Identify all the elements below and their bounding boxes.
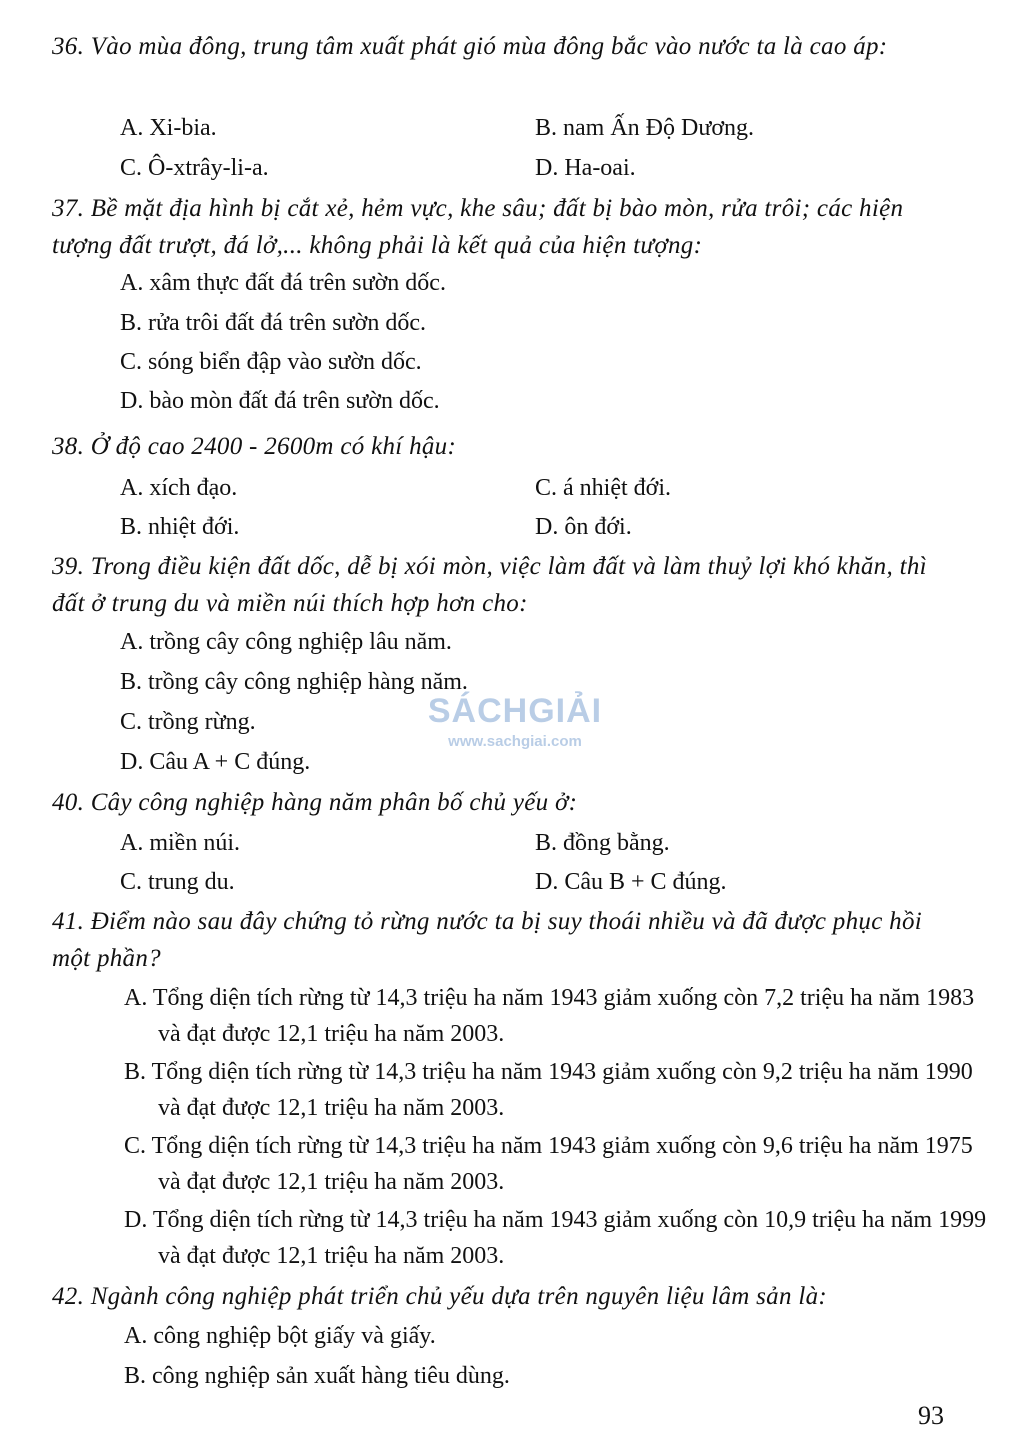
question-42-option-a: A. công nghiệp bột giấy và giấy.	[124, 1323, 436, 1349]
question-37-option-d: D. bào mòn đất đá trên sườn dốc.	[120, 388, 440, 414]
question-36-option-c: C. Ô-xtrây-li-a.	[120, 155, 269, 181]
watermark-logo: SÁCHGIẢI	[427, 692, 603, 730]
question-38-option-d: D. ôn đới.	[535, 514, 632, 540]
question-40-option-c: C. trung du.	[120, 869, 235, 895]
question-40-option-a: A. miền núi.	[120, 830, 240, 856]
question-39-option-a: A. trồng cây công nghiệp lâu năm.	[120, 629, 452, 655]
question-39-option-b: B. trồng cây công nghiệp hàng năm.	[120, 669, 468, 695]
question-36-option-a: A. Xi-bia.	[120, 115, 217, 141]
question-37-prompt: 37. Bề mặt địa hình bị cắt xẻ, hẻm vực, khe sâu; đất bị bào mòn, rửa trôi; các hiện tượng đất trượt, đá lở,... không phải là kết quả của hiện tượng:	[52, 195, 904, 259]
question-36-option-b: B. nam Ấn Độ Dương.	[535, 115, 755, 141]
question-41-prompt: 41. Điểm nào sau đây chứng tỏ rừng nước ta bị suy thoái nhiều và đã được phục hồi một phần?	[52, 908, 923, 972]
question-40-option-d: D. Câu B + C đúng.	[535, 869, 727, 895]
watermark-url: www.sachgiai.com	[448, 733, 582, 750]
question-40-option-b: B. đồng bằng.	[535, 830, 670, 856]
question-41-option-a: A. Tổng diện tích rừng từ 14,3 triệu ha năm 1943 giảm xuống còn 7,2 triệu ha năm 1983 và đạt được 12,1 triệu ha năm 2003.	[124, 985, 975, 1047]
question-38-option-a: A. xích đạo.	[120, 475, 238, 501]
question-37-option-a: A. xâm thực đất đá trên sườn dốc.	[120, 270, 446, 296]
question-39-prompt: 39. Trong điều kiện đất dốc, dễ bị xói mòn, việc làm đất và làm thuỷ lợi khó khăn, thì đất ở trung du và miền núi thích hợp hơn cho:	[52, 553, 927, 617]
question-41-option-d: D. Tổng diện tích rừng từ 14,3 triệu ha năm 1943 giảm xuống còn 10,9 triệu ha năm 1999 và đạt được 12,1 triệu ha năm 2003.	[124, 1207, 987, 1269]
question-41-option-c: C. Tổng diện tích rừng từ 14,3 triệu ha năm 1943 giảm xuống còn 9,6 triệu ha năm 1975 và đạt được 12,1 triệu ha năm 2003.	[124, 1133, 973, 1195]
question-38-option-b: B. nhiệt đới.	[120, 514, 240, 540]
question-40-prompt: 40. Cây công nghiệp hàng năm phân bố chủ yếu ở:	[52, 789, 578, 816]
question-38-prompt: 38. Ở độ cao 2400 - 2600m có khí hậu:	[52, 433, 457, 460]
question-42-option-b: B. công nghiệp sản xuất hàng tiêu dùng.	[124, 1363, 510, 1389]
watermark	[410, 692, 620, 750]
question-37-option-c: C. sóng biển đập vào sườn dốc.	[120, 349, 422, 375]
question-37-option-b: B. rửa trôi đất đá trên sườn dốc.	[120, 310, 426, 336]
question-39-option-c: C. trồng rừng.	[120, 709, 256, 735]
question-36-prompt: 36. Vào mùa đông, trung tâm xuất phát gió mùa đông bắc vào nước ta là cao áp:	[52, 33, 888, 60]
question-39-option-d: D. Câu A + C đúng.	[120, 749, 311, 775]
question-38-option-c: C. á nhiệt đới.	[535, 475, 672, 501]
page-number: 93	[918, 1401, 944, 1430]
question-41-option-b: B. Tổng diện tích rừng từ 14,3 triệu ha năm 1943 giảm xuống còn 9,2 triệu ha năm 1990 và đạt được 12,1 triệu ha năm 2003.	[124, 1059, 973, 1121]
question-36-option-d: D. Ha-oai.	[535, 155, 636, 181]
question-42-prompt: 42. Ngành công nghiệp phát triển chủ yếu dựa trên nguyên liệu lâm sản là:	[52, 1283, 827, 1310]
